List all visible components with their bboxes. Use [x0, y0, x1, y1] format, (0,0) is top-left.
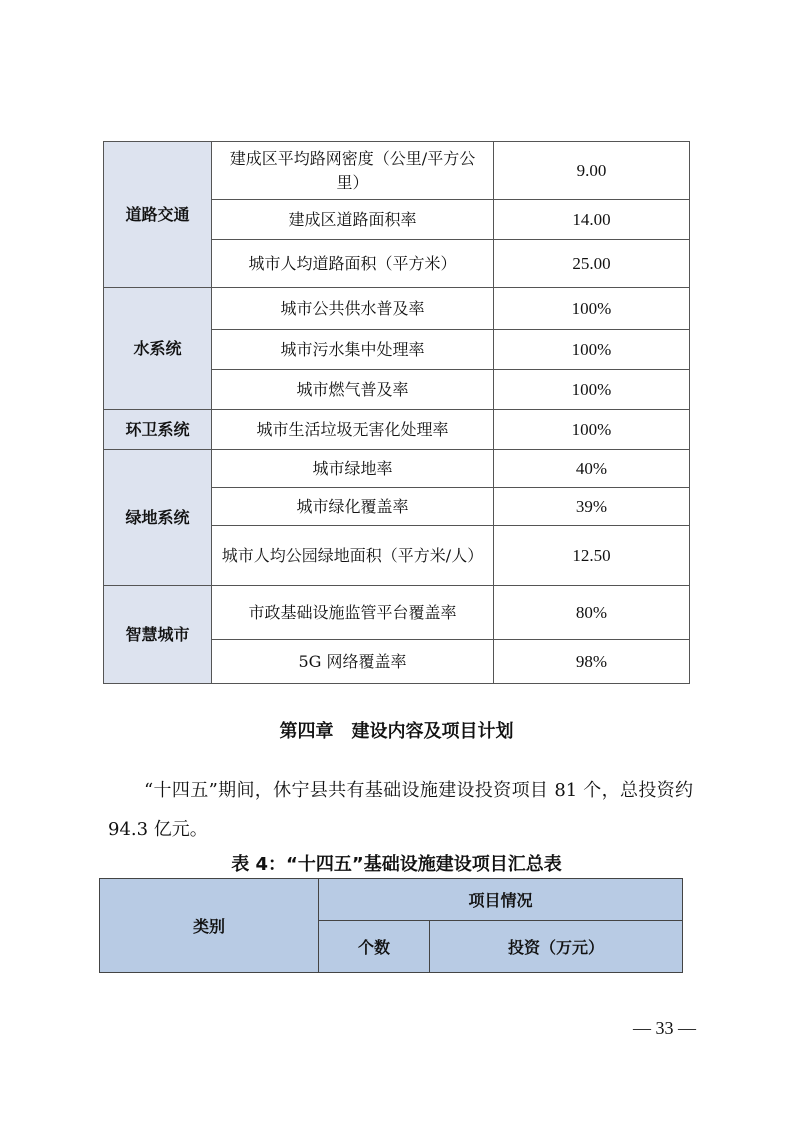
page-number: — 33 —	[633, 1018, 696, 1038]
category-cell: 道路交通	[104, 142, 212, 288]
chapter-heading: 第四章 建设内容及项目计划	[279, 721, 514, 742]
indicator-cell: 建成区平均路网密度（公里/平方公里）	[212, 142, 494, 200]
value-cell: 14.00	[494, 200, 690, 240]
indicator-cell: 城市人均道路面积（平方米）	[212, 240, 494, 288]
table-row	[104, 410, 690, 450]
table-row	[104, 142, 690, 200]
value-cell: 12.50	[494, 526, 690, 586]
header-investment: 投资（万元）	[430, 921, 683, 973]
value-cell: 9.00	[494, 142, 690, 200]
table-header-row	[100, 879, 683, 921]
indicator-cell: 城市公共供水普及率	[212, 288, 494, 330]
value-cell: 25.00	[494, 240, 690, 288]
indicator-cell: 市政基础设施监管平台覆盖率	[212, 586, 494, 640]
indicator-cell: 城市人均公园绿地面积（平方米/人）	[212, 526, 494, 586]
category-cell: 绿地系统	[104, 450, 212, 586]
table-row	[104, 288, 690, 330]
indicator-table	[103, 141, 690, 684]
value-cell: 80%	[494, 586, 690, 640]
indicator-cell: 城市燃气普及率	[212, 370, 494, 410]
indicator-cell: 城市污水集中处理率	[212, 330, 494, 370]
category-cell: 环卫系统	[104, 410, 212, 450]
category-cell: 水系统	[104, 288, 212, 410]
indicator-cell: 建成区道路面积率	[212, 200, 494, 240]
header-category: 类别	[100, 879, 319, 973]
indicator-cell: 5G 网络覆盖率	[212, 640, 494, 684]
table-row	[104, 450, 690, 488]
project-summary-table	[99, 878, 683, 973]
indicator-cell: 城市生活垃圾无害化处理率	[212, 410, 494, 450]
value-cell: 98%	[494, 640, 690, 684]
value-cell: 100%	[494, 330, 690, 370]
value-cell: 39%	[494, 488, 690, 526]
value-cell: 100%	[494, 370, 690, 410]
value-cell: 100%	[494, 288, 690, 330]
indicator-cell: 城市绿化覆盖率	[212, 488, 494, 526]
category-cell: 智慧城市	[104, 586, 212, 684]
indicator-cell: 城市绿地率	[212, 450, 494, 488]
value-cell: 100%	[494, 410, 690, 450]
value-cell: 40%	[494, 450, 690, 488]
body-paragraph: “十四五”期间，休宁县共有基础设施建设投资项目 81 个，总投资约 94.3 亿元。	[108, 780, 693, 840]
header-count: 个数	[319, 921, 430, 973]
table-caption: 表 4：“十四五”基础设施建设项目汇总表	[231, 854, 562, 875]
table-row	[104, 586, 690, 640]
header-project-info: 项目情况	[319, 879, 683, 921]
